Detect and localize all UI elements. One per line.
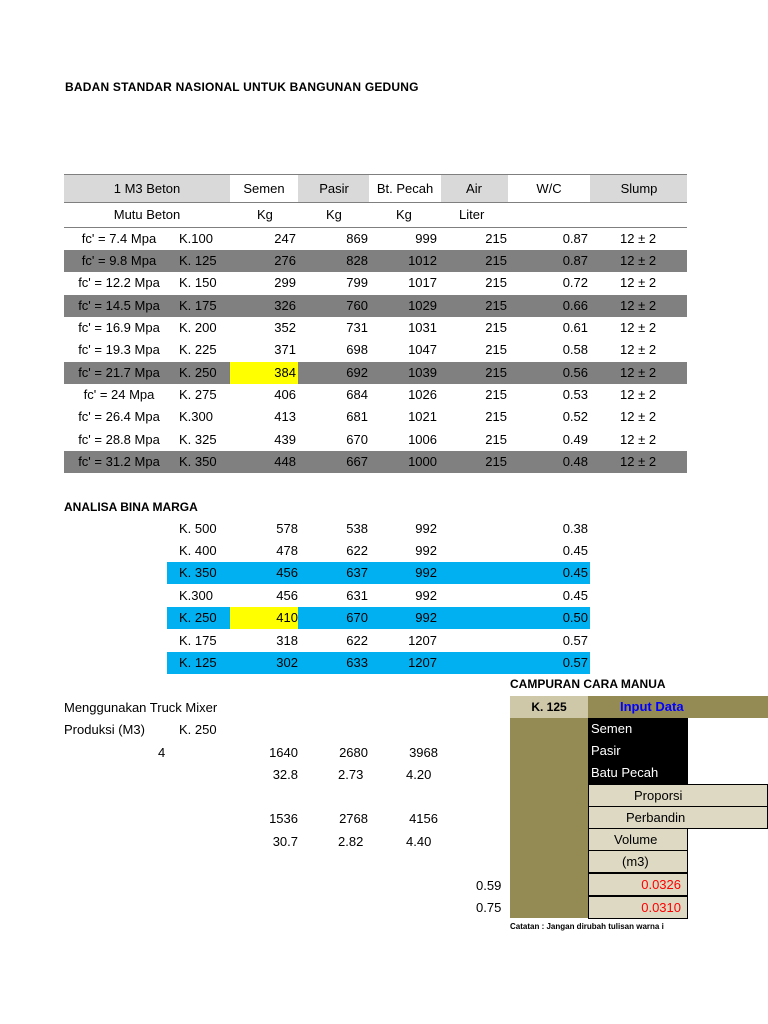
cell-pecah: 1026	[408, 387, 437, 402]
cell-semen: 276	[274, 253, 296, 268]
cell-pecah: 1029	[408, 298, 437, 313]
cell-fc: fc' = 28.8 Mpa	[78, 432, 160, 447]
cell-k: K.100	[179, 231, 213, 246]
bm-cell-pasir: 538	[346, 521, 368, 536]
bm-cell-pecah: 992	[415, 588, 437, 603]
truck-r2-semen: 32.8	[272, 767, 298, 782]
cell-slump: 12 ± 2	[620, 342, 657, 357]
semen-label-cell: Semen	[588, 718, 688, 740]
bina-marga-row	[167, 540, 590, 562]
header-pasir: Pasir	[319, 181, 349, 196]
bm-cell-k: K. 125	[179, 655, 217, 670]
side-value-1: 0.59	[476, 878, 502, 893]
truck-r1-pecah: 3968	[409, 745, 438, 760]
cell-slump: 12 ± 2	[620, 365, 657, 380]
batu-pecah-label-cell: Batu Pecah	[588, 762, 688, 784]
cell-pecah: 1021	[408, 409, 437, 424]
truck-r1-pasir: 2680	[339, 745, 368, 760]
cell-air: 215	[485, 253, 507, 268]
cell-air: 215	[485, 342, 507, 357]
cell-fc: fc' = 14.5 Mpa	[78, 298, 160, 313]
truck-r1-semen: 1640	[269, 745, 298, 760]
perbandingan-cell: Perbandin	[588, 806, 768, 829]
proporsi-cell: Proporsi	[588, 784, 768, 807]
bm-cell-semen: 302	[276, 655, 298, 670]
manual-note: Catatan : Jangan dirubah tulisan warna i	[510, 922, 664, 931]
cell-pasir: 698	[346, 342, 368, 357]
cell-semen: 448	[274, 454, 296, 469]
bm-cell-pasir: 637	[346, 565, 368, 580]
table-row	[64, 429, 687, 451]
cell-pasir: 684	[346, 387, 368, 402]
manual-grade-cell[interactable]: K. 125	[510, 696, 588, 718]
table-row	[64, 317, 687, 339]
truck-r4-semen: 30.7	[272, 834, 298, 849]
bm-cell-k: K. 250	[179, 610, 217, 625]
cell-air: 215	[485, 320, 507, 335]
cell-pasir: 667	[346, 454, 368, 469]
cell-wc: 0.56	[562, 365, 588, 380]
cell-pecah: 1039	[408, 365, 437, 380]
cell-fc: fc' = 19.3 Mpa	[78, 342, 160, 357]
truck-r3-semen: 1536	[269, 811, 298, 826]
cell-pecah: 999	[415, 231, 437, 246]
volume-value-1: 0.0326	[588, 873, 688, 896]
table-row	[64, 406, 687, 428]
cell-pasir: 731	[346, 320, 368, 335]
cell-air: 215	[485, 409, 507, 424]
cell-k: K. 350	[179, 454, 217, 469]
bm-cell-wc: 0.45	[562, 588, 588, 603]
truck-label: Menggunakan Truck Mixer	[64, 700, 218, 715]
bm-cell-pasir: 631	[346, 588, 368, 603]
bm-cell-wc: 0.45	[562, 543, 588, 558]
cell-fc: fc' = 16.9 Mpa	[78, 320, 160, 335]
subheader-pecah-unit: Kg	[396, 207, 412, 222]
cell-semen: 247	[274, 231, 296, 246]
cell-fc: fc' = 26.4 Mpa	[78, 409, 160, 424]
truck-r4-pasir: 2.82	[338, 834, 364, 849]
table-row	[64, 228, 687, 250]
subheader-semen-unit: Kg	[257, 207, 273, 222]
manual-left-column	[510, 718, 588, 918]
truck-r3-pecah: 4156	[409, 811, 438, 826]
table-header	[64, 174, 687, 203]
cell-semen: 413	[274, 409, 296, 424]
volume-value-2: 0.0310	[588, 896, 688, 919]
bm-cell-pecah: 1207	[408, 633, 437, 648]
bm-cell-pecah: 992	[415, 543, 437, 558]
cell-k: K. 200	[179, 320, 217, 335]
cell-fc: fc' = 24 Mpa	[83, 387, 155, 402]
cell-semen: 371	[274, 342, 296, 357]
cell-k: K. 175	[179, 298, 217, 313]
header-slump: Slump	[620, 181, 658, 196]
cell-pasir: 670	[346, 432, 368, 447]
truck-r2-pasir: 2.73	[338, 767, 364, 782]
cell-pasir: 869	[346, 231, 368, 246]
cell-wc: 0.61	[562, 320, 588, 335]
bm-cell-semen: 456	[276, 588, 298, 603]
bm-cell-k: K.300	[179, 588, 213, 603]
cell-wc: 0.72	[562, 275, 588, 290]
bm-cell-pecah: 992	[415, 565, 437, 580]
table-row	[64, 295, 687, 317]
cell-air: 215	[485, 387, 507, 402]
cell-pasir: 681	[346, 409, 368, 424]
cell-slump: 12 ± 2	[620, 231, 657, 246]
cell-slump: 12 ± 2	[620, 432, 657, 447]
cell-wc: 0.87	[562, 231, 588, 246]
bm-cell-semen: 456	[276, 565, 298, 580]
cell-pasir: 760	[346, 298, 368, 313]
cell-pecah: 1017	[408, 275, 437, 290]
subheader-mutu: Mutu Beton	[113, 207, 181, 222]
cell-pasir: 828	[346, 253, 368, 268]
cell-slump: 12 ± 2	[620, 409, 657, 424]
bina-marga-row	[167, 562, 590, 584]
table-row	[64, 250, 687, 272]
bina-marga-row	[167, 585, 590, 607]
cell-semen: 406	[274, 387, 296, 402]
header-air: Air	[466, 181, 482, 196]
cell-k: K. 150	[179, 275, 217, 290]
cell-semen: 439	[274, 432, 296, 447]
cell-pecah: 1006	[408, 432, 437, 447]
cell-pasir: 692	[346, 365, 368, 380]
page-title: BADAN STANDAR NASIONAL UNTUK BANGUNAN GEDUNG	[65, 80, 419, 94]
cell-semen: 299	[274, 275, 296, 290]
bina-marga-row	[167, 630, 590, 652]
cell-wc: 0.53	[562, 387, 588, 402]
cell-air: 215	[485, 231, 507, 246]
cell-fc: fc' = 12.2 Mpa	[78, 275, 160, 290]
cell-slump: 12 ± 2	[620, 253, 657, 268]
truck-r4-pecah: 4.40	[406, 834, 432, 849]
cell-slump: 12 ± 2	[620, 320, 657, 335]
volume-unit-cell: (m3)	[588, 850, 688, 873]
produksi-grade: K. 250	[179, 722, 217, 737]
bm-cell-wc: 0.57	[562, 655, 588, 670]
cell-pasir: 799	[346, 275, 368, 290]
cell-wc: 0.49	[562, 432, 588, 447]
cell-pecah: 1047	[408, 342, 437, 357]
cell-pecah: 1031	[408, 320, 437, 335]
volume-cell: Volume	[588, 828, 688, 851]
cell-fc: fc' = 9.8 Mpa	[81, 253, 157, 268]
cell-wc: 0.52	[562, 409, 588, 424]
cell-air: 215	[485, 298, 507, 313]
bm-cell-pasir: 622	[346, 633, 368, 648]
produksi-label: Produksi (M3)	[64, 722, 145, 737]
truck-r3-pasir: 2768	[339, 811, 368, 826]
header-mutu: 1 M3 Beton	[113, 181, 181, 196]
bina-marga-title: ANALISA BINA MARGA	[64, 500, 198, 514]
bm-cell-semen: 478	[276, 543, 298, 558]
bina-marga-row	[167, 518, 590, 540]
side-value-2: 0.75	[476, 900, 502, 915]
cell-k: K. 125	[179, 253, 217, 268]
table-subheader	[64, 202, 687, 228]
bm-cell-pasir: 670	[346, 610, 368, 625]
cell-wc: 0.66	[562, 298, 588, 313]
truck-r2-pecah: 4.20	[406, 767, 432, 782]
cell-semen: 326	[274, 298, 296, 313]
bina-marga-row	[167, 652, 590, 674]
cell-air: 215	[485, 432, 507, 447]
bm-cell-k: K. 175	[179, 633, 217, 648]
cell-fc: fc' = 7.4 Mpa	[81, 231, 157, 246]
cell-air: 215	[485, 275, 507, 290]
bm-cell-wc: 0.38	[562, 521, 588, 536]
cell-slump: 12 ± 2	[620, 454, 657, 469]
table-row	[64, 384, 687, 406]
bm-cell-semen: 578	[276, 521, 298, 536]
cell-slump: 12 ± 2	[620, 298, 657, 313]
cell-fc: fc' = 21.7 Mpa	[78, 365, 160, 380]
cell-air: 215	[485, 454, 507, 469]
cell-pecah: 1012	[408, 253, 437, 268]
bm-cell-semen: 318	[276, 633, 298, 648]
table-row	[64, 362, 687, 384]
bm-cell-semen: 410	[230, 607, 298, 629]
manual-title: CAMPURAN CARA MANUA	[510, 677, 666, 691]
cell-k: K. 275	[179, 387, 217, 402]
bm-cell-wc: 0.57	[562, 633, 588, 648]
cell-wc: 0.58	[562, 342, 588, 357]
bm-cell-pecah: 1207	[408, 655, 437, 670]
bm-cell-pasir: 633	[346, 655, 368, 670]
cell-slump: 12 ± 2	[620, 275, 657, 290]
cell-wc: 0.87	[562, 253, 588, 268]
header-wc: W/C	[536, 181, 562, 196]
table-row	[64, 272, 687, 294]
table-row	[64, 451, 687, 473]
cell-k: K. 250	[179, 365, 217, 380]
pasir-label-cell: Pasir	[588, 740, 688, 762]
bm-cell-pecah: 992	[415, 610, 437, 625]
bm-cell-k: K. 500	[179, 521, 217, 536]
subheader-pasir-unit: Kg	[326, 207, 342, 222]
cell-semen: 384	[230, 362, 298, 384]
cell-k: K.300	[179, 409, 213, 424]
cell-semen: 352	[274, 320, 296, 335]
cell-air: 215	[485, 365, 507, 380]
cell-slump: 12 ± 2	[620, 387, 657, 402]
input-data-label: Input Data	[620, 699, 684, 714]
cell-pecah: 1000	[408, 454, 437, 469]
subheader-air-unit: Liter	[459, 207, 485, 222]
table-row	[64, 339, 687, 361]
bm-cell-pasir: 622	[346, 543, 368, 558]
cell-k: K. 225	[179, 342, 217, 357]
header-bt-pecah: Bt. Pecah	[376, 181, 434, 196]
produksi-qty: 4	[158, 745, 166, 760]
bm-cell-k: K. 400	[179, 543, 217, 558]
cell-fc: fc' = 31.2 Mpa	[78, 454, 160, 469]
bina-marga-row	[167, 607, 590, 629]
bm-cell-pecah: 992	[415, 521, 437, 536]
cell-k: K. 325	[179, 432, 217, 447]
bm-cell-k: K. 350	[179, 565, 217, 580]
header-semen: Semen	[243, 181, 285, 196]
cell-wc: 0.48	[562, 454, 588, 469]
input-data-cell[interactable]	[588, 696, 768, 718]
bm-cell-wc: 0.50	[562, 610, 588, 625]
bm-cell-wc: 0.45	[562, 565, 588, 580]
